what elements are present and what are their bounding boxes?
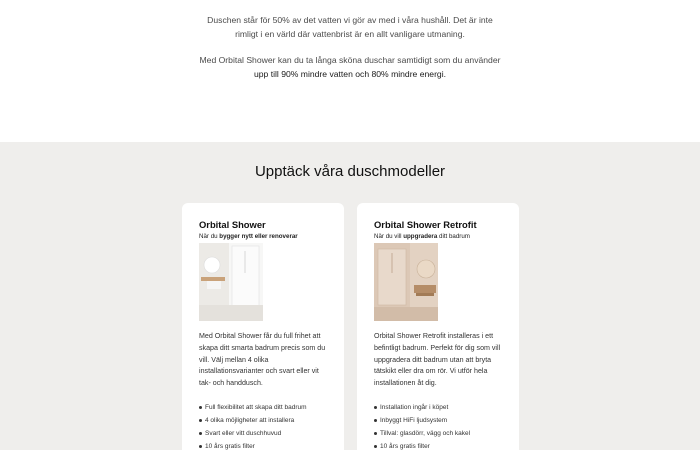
bullet-icon [374, 445, 377, 448]
intro-paragraph-1 [0, 13, 700, 41]
feature-label: 10 års gratis filter [380, 443, 430, 450]
bullet-icon [374, 432, 377, 435]
card-subtitle-suffix: ditt badrum [437, 233, 470, 240]
list-item [199, 401, 339, 414]
intro-paragraph-2-line-1: Med Orbital Shower kan du ta långa sköna duschar samtidigt som du använder [199, 55, 501, 65]
card-subtitle [199, 233, 298, 240]
card-title: Orbital Shower [199, 219, 266, 230]
bullet-icon [374, 419, 377, 422]
feature-label: Svart eller vitt duschhuvud [205, 430, 282, 437]
intro-section [0, 0, 700, 142]
list-item [199, 440, 339, 453]
card-subtitle-highlight: bygger nytt eller renoverar [219, 233, 298, 240]
section-title: Upptäck våra duschmodeller [254, 163, 446, 180]
list-item [199, 414, 339, 427]
bullet-icon [374, 406, 377, 409]
models-section [0, 142, 700, 450]
card-subtitle-prefix: När du [199, 233, 220, 240]
list-item [374, 401, 514, 414]
model-card-orbital-shower-retrofit[interactable] [357, 203, 519, 463]
bathroom-photo [199, 243, 263, 321]
intro-paragraph-1-line-1: Duschen står för 50% av det vatten vi gör av med i våra hushåll. Det är inte [207, 15, 493, 25]
feature-label: Tillval: glasdörr, vägg och kakel [380, 430, 471, 437]
bathroom-photo [374, 243, 438, 321]
bullet-icon [199, 445, 202, 448]
feature-label: Full flexibilitet att skapa ditt badrum [205, 404, 307, 411]
card-subtitle-highlight: uppgradera [403, 233, 438, 240]
card-description: Med Orbital Shower får du full frihet att skapa ditt smarta badrum precis som du vill. Välj mellan 4 olika installationsvarianter och svart eller vit tak- och handdusch. [199, 332, 326, 388]
bullet-icon [199, 406, 202, 409]
feature-list [199, 401, 339, 453]
card-subtitle [374, 233, 470, 240]
card-title: Orbital Shower Retrofit [374, 219, 477, 230]
intro-paragraph-2 [0, 53, 700, 81]
bullet-icon [199, 419, 202, 422]
feature-label: 10 års gratis filter [205, 443, 255, 450]
feature-list [374, 401, 514, 453]
list-item [374, 427, 514, 440]
bullet-icon [199, 432, 202, 435]
intro-paragraph-2-line-2: upp till 90% mindre vatten och 80% mindre energi. [253, 69, 447, 79]
list-item [199, 427, 339, 440]
card-description: Orbital Shower Retrofit installeras i ett befintligt badrum. Perfekt för dig som vill uppgradera ditt badrum utan att bryta tätskikt eller dra om rör. Vi utför hela installationen åt dig. [374, 332, 501, 388]
model-card-orbital-shower[interactable] [182, 203, 344, 463]
intro-paragraph-1-line-2: rimligt i en värld där vattenbrist är en allt vanligare utmaning. [235, 29, 465, 39]
list-item [374, 414, 514, 427]
card-subtitle-prefix: När du vill [374, 233, 404, 240]
feature-label: 4 olika möjligheter att installera [205, 417, 295, 424]
feature-label: Installation ingår i köpet [380, 404, 449, 411]
feature-label: Inbyggt HiFi ljudsystem [380, 417, 448, 424]
list-item [374, 440, 514, 453]
